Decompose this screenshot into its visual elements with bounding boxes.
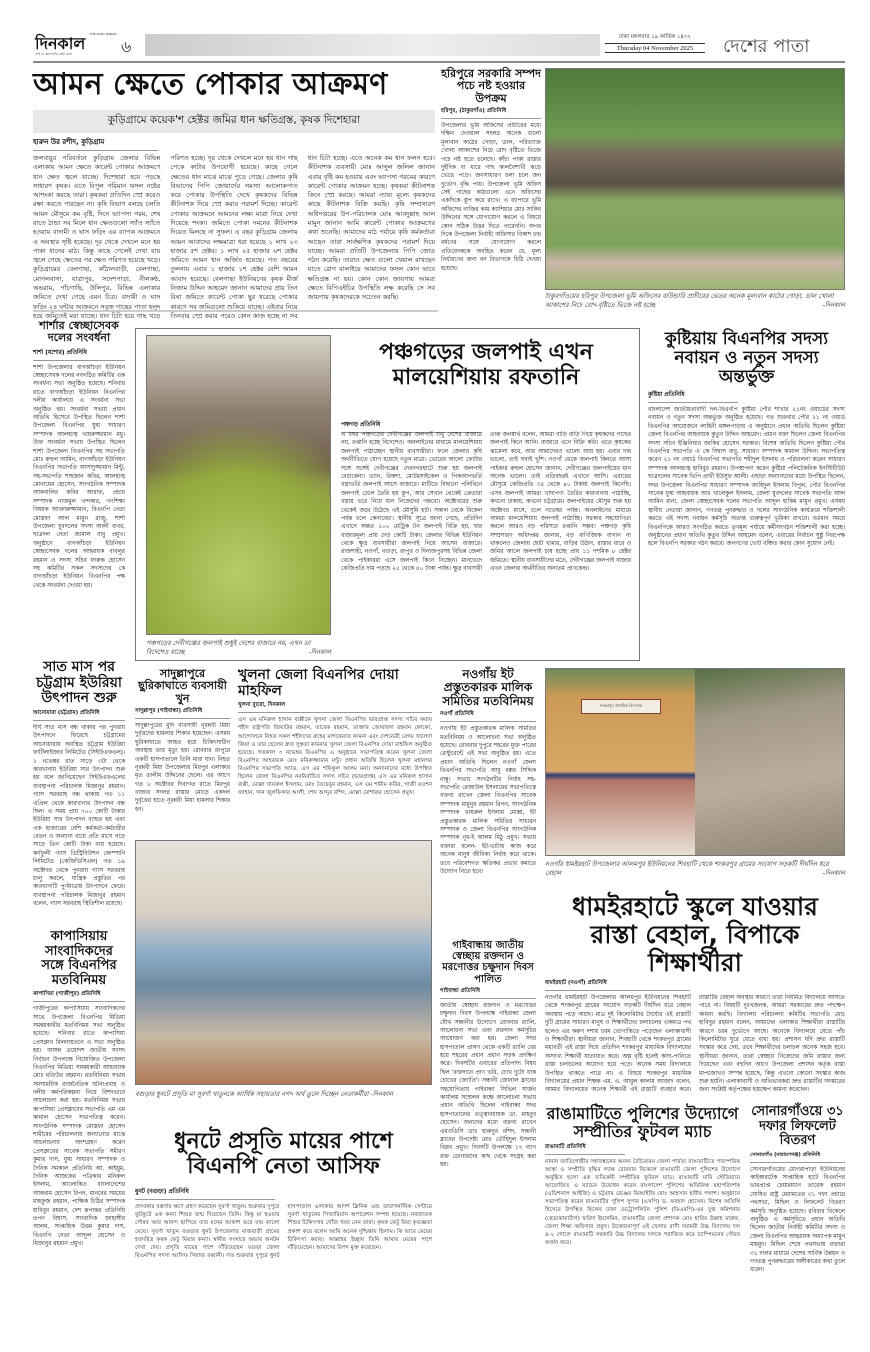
header-bar bbox=[145, 34, 600, 56]
khulna-body: এস এম মনিরুল হাসান বাপ্পীকে খুলনা জেলা বিএনপির ভারপ্রাপ্ত সদস্য সচিব করায় শহীদ রাষ্ট্রপতি জিয়াউর রহমান, তারেক রহমান, ডাক্তার জোবায়দা রহমান কোকো, আন্দোলনে নিহত সকল শহীদদের রুহের মাগফেরাত কামনা এবং দেশনেত্রী বেগম খালেদা জিয়া ও তার ছেলের দ্রুত সুস্থতা কামনায় খুলনা জেলা বিএনপির দোয়া মাহফিল অনুষ্ঠিত হয়েছে। গতকাল ৩ নভেম্বর বিএনপির এ অনুষ্ঠানে সভাপতিত্ব করেন খুলনা জেলা বিএনপির আহবায়ক মোঃ মনিরুজ্জামান মন্টু। প্রধান অতিথি ছিলেন খুলনা মহানগর বিএনপির সভাপতি অ্যাড. এস এম শফিকুল আলম মনা। অন্যান্যদের মধ্যে উপস্থিত ছিলেন জেলা বিএনপির নবনির্বাচিত সদস্য সচিব (ভারপ্রাপ্ত) এস এম মনিরুল হাসান বাপ্পী, মোল্লা খায়রুল ইসলাম, মোঃ তৈয়েবুর রহমান, এস এম শামীম কবির, গাজী রওশন জাহান, খান জুলফিকার আলী, শেখ আব্দুর রশিদ, মোল্লা মোশারফ হোসেন প্রমুখ। bbox=[238, 717, 432, 797]
jalpai-body: এ বছর পঞ্চগড়ের দেবীগঞ্জের জলপাই শুধু দেশের বাজারে নয়, রপ্তানি হচ্ছে বিদেশেও। অনলাইনের মাধ্যমে মালয়েশিয়ায় জলপাই পাঠাচ্ছেন স্থানীয় ব্যবসায়ীরা। ফলে জেলার কৃষি অর্থনীতিতে যোগ হয়েছে নতুন মাত্রা। ভোরের আলো ফোটার সঙ্গে সঙ্গেই দেবীগঞ্জের দেবনগরহাটে শুরু হয় জলপাই বেচাকেনা। ভ্যান, রিকশা, মোটরসাইকেল ও পিকআপভর্তি বস্তাভর্তি জলপাই আসে বাজারে। মাটিতে বিছানো পলিথিনে জলপাই ঢেলে তৈরি হয় স্তূপ, আর সেখান থেকেই ক্রেতারা বস্তায় ভরে নিয়ে যান নিজেদের গন্তব্যে। অক্টোবরের শুরু থেকেই জমে উঠেছে এই মৌসুমি হাট। সকাল থেকে বিকেল পর্যন্ত চলে কেনাবেচা। স্থানীয় সূত্রে জানা গেছে, প্রতিদিন এখানে অন্তত ১০০ মেট্রিক টন জলপাই বিক্রি হয়, যার বাজারমূল্য প্রায় দেড় কোটি টাকা। জেলার বিভিন্ন ইউনিয়ন থেকে ক্ষুদ্র ব্যবসায়ীরা জলপাই নিয়ে আসেন বাজারে। রাজশাহী, নওগাঁ, বগুড়া, রংপুর ও দিনাজপুরসহ বিভিন্ন জেলা থেকে পাইকাররা এসে জলপাই কিনে নিচ্ছেন। মানভেদে কেজিপ্রতি দাম পড়ছে ২৫ থেকে ৪০ টাকা পর্যন্ত। ক্ষুদ্র ব্যবসায়ী তারু জনস্বার্থ বলেন, আমরা বাড়ি বাড়ি গিয়ে কৃষকদের গাছের জলপাই কিনে আনি। বাজারে এনে বিক্রি করি। এতে কৃষকের ঝামেলা কমে, আর আমাদেরও ভালো আয় হয়। এবার দাম ভালো, তাই সবাই খুশি। নওগাঁ থেকে জলপাই কিনতে আসা পাইকার রুহুল হোসেন জানান, দেবীগঞ্জের জলপাইয়ের মান অনেক ভালো। তাই প্রতিবছরই এখানে আসি। এবারের মৌসুমে কেজিপ্রতি ৩৫ থেকে ৪০ টাকায় জলপাই কিনেছি। এসব জলপাই আমরা খাদ্যপণ্য তৈরির কারখানায় পাঠাচ্ছি, কখনো ঢাকায়, কখনো চট্টগ্রামে। জলপাইয়ের মৌসুম শুরু হয় অক্টোবর মাসে, চলে নভেম্বর পর্যন্ত। অনলাইনের মাধ্যমে আমরা মালয়েশিয়ায় জলপাই পাঠাচ্ছি। সরকার সহযোগিতা করলে আরও বড় পরিসরে রপ্তানি সম্ভব। পঞ্চগড় কৃষি সম্প্রসারণ অধিদপ্তর জানায়, বড় বাণিজ্যিক বাগান না থাকলেও জেলায় ছোট খামার, বাড়ির উঠান, রাস্তার ধারে ও জমির আলে জলপাই চাষ হচ্ছে প্রায় ১১ দশমিক ৮ হেক্টর জমিতে। স্থানীয় ব্যবসায়ীদের মতে, দেবীগঞ্জের জলপাই বাজার এখন জেলার অর্থনীতির অন্যতম প্রাণকেন্দ্র। bbox=[341, 432, 631, 573]
kapasia-byline: কাপাসিয়া (গাজীপুর) প্রতিনিধি bbox=[33, 991, 125, 1002]
logo-text: দিনকাল bbox=[35, 34, 86, 53]
sonargaon-headline: সোনারগাঁওয়ে ৩১ দফার লিফলেট বিতরণ bbox=[751, 1104, 844, 1149]
dhamoir-headline: ধামইরহাটে স্কুলে যাওয়ার রাস্তা বেহাল, বিপাকে শিক্ষার্থীরা bbox=[572, 892, 818, 977]
sonargaon-byline: সোনারগাঁও (নারায়ণগঞ্জ) প্রতিনিধি bbox=[750, 1152, 845, 1163]
lead-headline: আমন ক্ষেতে পোকার আক্রমণ bbox=[33, 67, 388, 102]
dhunat-article bbox=[135, 1130, 432, 1325]
naogaon-headline: নওগাঁয় ইট প্রস্তুতকারক মালিক সমিতির মতবিনিময় bbox=[442, 667, 534, 708]
sharsha-body: শার্শা উপজেলার বাগআঁচড়া ইউনিয়ন স্বেচ্ছাসেবক দলের নবগঠিত কমিটির এক সংবর্ধনা সভা অনুষ্ঠিত হয়েছে। শনিবার রাতে বাগআঁচড়া ইউনিয়ন বিএনপির দলীয় কার্যালয়ে এ সংবর্ধনা সভা অনুষ্ঠিত হয়। সংবর্ধনা সভায় প্রধান অতিথি হিসেবে উপস্থিত ছিলেন শার্শা উপজেলা বিএনপির যুগ্ম সাধারণ সম্পাদক আলহাজ্ব খায়রুজ্জামান মধু। উক্ত সংবর্ধনা সভায় উপস্থিত ছিলেন শার্শা উপজেলা বিএনপির সহ সভাপতি মোঃ রুহুল আমিন, বাগআঁচড়া ইউনিয়ন বিএনপির সভাপতি আসাদুজ্জামান মিন্টু, সহ-সভাপতি শাহজান কবির, আলহাজ্ব মোনায়েম হোসেন, সাংগঠনিক সম্পাদক আকবালির কবির আরাফ, প্রচার সম্পাদক নাজমুল খন্দকার, গণশিক্ষা বিষয়ক আক্তারুজ্জামান, বিএনপি নেতা মোস্তফা আল মামুন রাজু, শার্শা উপজেলা যুবদলের সদস্য আলী বাবর, ছাত্রদল নেতা জামাল বাবু প্রমুখ। অনুষ্ঠানে বাগআঁচড়া ইউনিয়ন স্বেচ্ছাসেবক দলের আহ্বায়ক বাবলুর রহমান ও সদস্য সচিব ফারুক হোসেন সহ কমিটির সকল সদস্যদের কে বাগআঁচড়া ইউনিয়ন বিএনপির পক্ষ থেকে সংবর্ধনা দেওয়া হয়। bbox=[33, 364, 125, 589]
kushtia-article bbox=[648, 330, 845, 665]
caption-text: নওগাঁর ধামইরহাট উপজেলার আলমপুর ইউনিয়নের শিবহাটি থেকে শংকরপুর গ্রামের সংযোগ সড়কটি দীর্ঘদিন ধরে বেহাল bbox=[545, 860, 829, 877]
lead-byline: হারুন উর রশীদ, কুড়িগ্রাম bbox=[33, 136, 158, 151]
caption-text: বগুড়ার ধুনটে প্রসূতি মা সুবর্ণা খাতুনকে আর্থিক সহায়তার নগদ অর্থ তুলে দিচ্ছেন নেতাকর্মীরা bbox=[135, 1090, 369, 1098]
date-bengali: ঢাকা মঙ্গলবার ১৯ কার্তিক ১৪৩২ bbox=[605, 34, 705, 44]
naogaon-byline: নওগাঁ প্রতিনিধি bbox=[440, 711, 536, 722]
dhamoir-photo-caption bbox=[545, 860, 845, 877]
haripur-byline: হরিপুর, (ঠাকুরগাঁও) প্রতিনিধি bbox=[441, 108, 541, 119]
jalpai-article-box bbox=[135, 328, 640, 661]
gaibandha-article bbox=[440, 940, 536, 1325]
naogaon-body: নওগাঁয় ইট প্রস্তুতকারক মালিক সমিতির মতবিনিময় ও আলোচনা সভা অনুষ্ঠিত হয়েছে। রোববার দুপুরে শহরের মুক্ত পারের রেস্টুরেন্টে এই সভা অনুষ্ঠিত হয়। এতে প্রধান অতিথি ছিলেন নওগাঁ জেলা বিএনপির সভাপতি আবু বক্কর সিদ্দিক নান্নু। সভায় সংগঠনটির নির্বাহ সহ-সভাপতি রেজাউল ইসলামের সভাপতিত্বে বক্তব্য রাখেন জেলা বিএনপির সাবেক সম্পাদক মামুনুর রহমান রিপন, সাংগঠনিক সম্পাদক খায়রুল ইসলাম মোল্লা, ইট প্রস্তুতকারক মালিক সমিতির সাধারন সম্পাদক ও জেলা বিএনপির সাংগঠনিক সম্পাদক নূর-ই আলম মিঠু প্রমুখ। সভায় বক্তারা বলেন- ইট-ভাটায় কাজ করে অনেক মানুষ জীবিকা নির্বাহ করে থাকে। তবে পরিবেশগত ক্ষতিকর প্রভাব কমাতে উদ্যোগ নিতে হবে। bbox=[440, 726, 536, 875]
jalpai-headline: পঞ্চগড়ের জলপাই এখন মালয়েশিয়ায় রফতানি bbox=[379, 340, 593, 390]
sharsha-article bbox=[33, 320, 125, 655]
date-block bbox=[605, 34, 705, 53]
dhamoir-article bbox=[545, 893, 845, 1098]
sonargaon-body: সোনারগাঁওয়ের মোগরাপাড়া ইউনিয়নের কাইকারটেক সাপ্তাহিক হাটে বিএনপির ভারপ্রাপ্ত চেয়ারম্যান তারেক রহমান ঘোষিত রাষ্ট্র মেরামতের ৩১ দফা প্রচারে পথসভা, মিছিল ও লিফলেট বিতরণ কর্মসূচি অনুষ্ঠিত হয়েছে। রবিবার বিকেলে অনুষ্ঠিত এ কর্মসূচিতে প্রধান অতিথি ছিলেন জাতীয় নির্বাহী কমিটির সদস্য ও জেলা বিএনপির আহ্বায়ক অধ্যাপক মামুন মাহমুদ। মিছিল শেষে পথসভায় বক্তারা ৩১ দফার মাধ্যমে দেশের সার্বিক উন্নয়ন ও গণতন্ত্র পুনরুদ্ধারের অঙ্গীকারের কথা তুলে ধরেন। bbox=[750, 1166, 845, 1274]
photo-credit: -দিনকাল bbox=[822, 300, 845, 309]
caption-text: ঠাকুরগাঁওয়ের হরিপুর উপজেলা ভূমি অফিসের বাউন্ডারি প্রাচীরের ভেতর অনেক মূল্যবান কাঠের গোড়া, ডাল খোলা আকাশের নিচে রোদ-বৃষ্টিতে ভিজে নষ্ট হচ্ছে bbox=[545, 292, 834, 309]
jalpai-byline: পঞ্চগড় প্রতিনিধি bbox=[341, 420, 481, 433]
haripur-headline: হরিপুরে সরকারি সম্পদ পচে নষ্ট হওয়ার উপক্রম bbox=[441, 67, 541, 105]
chattogram-byline: আনোয়ারা (চট্টগ্রাম) প্রতিনিধি bbox=[33, 710, 125, 721]
sharsha-headline: শার্শার স্বেচ্ছাসেবক দলের সংবর্ধনা bbox=[39, 319, 119, 345]
sharsha-byline: শার্শা (যশোর) প্রতিনিধি bbox=[33, 348, 125, 361]
photo-credit: -দিনকাল bbox=[370, 1090, 393, 1098]
dhunat-photo-hospital bbox=[135, 840, 432, 1085]
naogaon-article bbox=[440, 668, 536, 938]
kushtia-body: বাংলাদেশ জাতীয়তাবাদী দল-বিএনপি কুষ্টিয়া পৌর শাখার ২১নং ওয়ার্ডের সদস্য নবায়ন ও নতুন সদস্য অন্তর্ভুক্ত অনুষ্ঠিত হয়েছে। গত শুক্রবার পৌর ২১ নং ওয়ার্ড বিএনপির আয়োজনে লাহিনী মঙ্গলপাড়ায় এ অনুষ্ঠানে প্রধান অতিথি ছিলেন কুষ্টিয়া জেলা বিএনপির আহবায়ক কুতুব উদ্দিন আহমেদ। প্রধান বক্তা ছিলেন জেলা বিএনপির সদস্য সচিব ইঞ্জিনিয়ার জাকির হোসেন সরকার। বিশেষ অতিথি ছিলেন কুষ্টিয়া পৌর বিএনপির সভাপতি এ কে বিশ্বাস বাবু, সাধারণ সম্পাদক কামাল উদ্দিন। সভাপতিত্ব করেন ২১ নং ওয়ার্ড বিএনপির সভাপতি শহীদুল ইসলাম ও পরিচালনা করেন সাধারণ সম্পাদক আলহাজ্ব হাবিবুর রহমান। উপস্থাপনা করেন কুষ্টিয়া পলিটেকনিক ইনস্টিটিউট ছাত্রদলের সাবেক ভিপি প্রার্থী ইউসুফ আলী। এছাড়া অন্যান্যদের মধ্যে উপস্থিত ছিলেন, সদর উপজেলা বিএনপির সাধারণ সম্পাদক জাহিদুল ইসলাম বিপুল, পৌর বিএনপির সাবেক যুগ্ম আহবায়ক আঃ খালেকুল ইসলাম, জেলা যুবদলের সাবেক সভাপতি আল আমিন রানা, জেলা স্বেচ্ছাসেবক দলের সভাপতি আব্দুল হাকিম মামুন প্রমুখ। এসময় স্থানীয় নেতারা জানান, গণতন্ত্র পুনরুদ্ধার ও দলের সাংগঠনিক কার্যক্রমে শক্তিশালী করতে এই সদস্য নবায়ন কর্মসূচি অত্যন্ত গুরুত্বপূর্ণ ভূমিকা রাখবে। বর্তমান সময়ে বিএনপিকে আরও সংগঠিত করতে তৃণমূল পর্যায়ে কর্মীসংগঠন শক্তিশালী করা হচ্ছে। অনুষ্ঠানের প্রধান অতিথি কুতুব উদ্দিন আহমেদ বলেন, এবারের নির্বাচন সুষ্ঠু নিরপেক্ষ হলে বিএনপি সরকার গঠন করবে। জনগণের ভোট বঞ্চিত করার কোন সুযোগ নেই। bbox=[648, 407, 845, 548]
dhunat-photo-caption bbox=[135, 1090, 432, 1099]
sadullapur-byline: সাদুল্লাপুর (গাইবান্ধা) প্রতিনিধি bbox=[135, 708, 230, 719]
dhunat-byline: ধুনট (বগুড়া) প্রতিনিধি bbox=[135, 1187, 275, 1200]
photo-credit: -দিনকাল bbox=[822, 868, 845, 877]
dhamoir-photo-school-road bbox=[545, 668, 845, 856]
divider bbox=[33, 310, 438, 312]
dhamoir-byline: ধামইরহাট (নওগাঁ) প্রতিনিধি bbox=[545, 980, 690, 991]
haripur-photo-caption bbox=[545, 292, 845, 309]
jalpai-photo-olives bbox=[146, 335, 331, 635]
lead-body: জলবায়ুর পরিবর্তনে কুড়িগ্রাম জেলার বিভিন্ন এলাকায় আমন ক্ষেতে কারেন্ট পোকার আক্রমণে ধান ক্ষেত জ্বলে যাচ্ছে। দিশেহারা হয়ে পড়ছে সাধারণ কৃষক। এতে বিপুল পরিমান ফসল নষ্টের আশংকা করছে তারা। কৃষকরা প্রতিদিন স্প্রে করেও রক্ষা করতে পারছেন না। কৃষি বিভাগ বলছে চলতি আমন মৌসুমে কম বৃষ্টি, দিনে ভ্যাপসা গরম, শেষ রাতে ঠান্ডা সব মিলে ধান ক্ষেতগুলো স্যাঁত স্যাঁতে হওয়ায় বাদামী ও ঘাস ফড়িং এর ব্যাপক আক্রমনে এ অবস্থার সৃষ্টি হয়েছে। দূর থেকে দেখলে মনে হয় পাকা ধানের মাঠ। কিন্তু কাছে গেলেই দেখা যায় জ্বলে গেছে ক্ষেতের পর ক্ষেত পরিণত হয়েছে খড়ে। কুড়িগ্রামের বেলগাছা, কাঁঠালবাড়ী, বেলগাছা, মোগলবাসা, যাত্রাপুর, সদেশপাড়া, নীলকন্ঠ, অভরাম, পাঁচগাছি, উলিপুর, বিভিন্ন এলাকার জমিতে দেখা গেছে এমন চিত্র। বাদামী ও ঘাস ফড়িং ২৪ ঘন্টার আক্রমনে সবুজ গাছের পাতা হলুদ হয়ে জমিতেই মরা যাচ্ছে। ধান চিটা হয়ে গাছ খড়ে পরিণত হচ্ছে। দূর থেকে দেখলে মনে হয় ধান গাছ পেকে কাটার উপযোগী হয়েছে। কাছে গেলে ক্ষেতের ধান মাঝে মাঝে পুড়ে গেছে। জেলার কৃষি বিভাগের পিপি জোয়ার্দের সমস্যা আলোকপাত করে পোকার উপস্থিতি দেখে কৃষকদের বিভিন্ন কীটনাশক দিয়ে স্প্রে করার পরামর্শ দিচ্ছে। কারেন্ট পোকার আক্রমনে আমনের লক্ষ্য মাত্রা নিয়ে দেখা দিয়েছে শংকা। জমিতে পোকা দমনের কীটনাশক দিয়েও মিলছে না সুফল। এ বছর কুড়িগ্রাম জেলায় আমন আবাদের লক্ষমাত্রা ধরা হয়েছে ১ লাখ ২৩ হাজার ৫শ হেক্টর। ১ লাখ ২৫ হাজার ৬শ হেক্টর জমিতে আমন ধান অর্জিত হয়েছে। গত বছরের তুলনায় এবার ১ হাজার ১শ হেক্টর বেশি আমন আবাদ হয়েছে। বেলগাছা ইউনিয়নের কৃষক মীর্জ নিজাম উদ্দিন আহমেদ জানান আমাদের প্রায় তিন বিঘা জমিতে কারেন্ট পোকা ছুর ধরেছে পোকার কারণে সব জমিগুলো শুকিয়ে যাচ্ছে। এইবার নিয়ে তিনবার স্প্রে করার পরেও কোন কাজ হচ্ছে না সব ধান চিটা হচ্ছে। এতে অনেক কম ধান ফলন হবে। কীটনাশক ব্যবসায়ী মোঃ আব্দুল জলিল জানান এবার বৃষ্টি কম হওয়ায় এবং ভ্যাপসা গরমের কারণে কারেন্ট পোকার আক্রমন হচ্ছে। কৃষকরা কীটনাশক কিনে স্প্রে করছে। আমরা ন্যায্য মূল্যে কৃষকদের কাছে কীটনাশক বিক্রি করছি। কৃষি সম্প্রসারণ অধিদপ্তরের উপ-পরিচালক মোঃ আবদুল্লাহ আল মামুন জানান আমি কারেন্ট পোকার আক্রমণের কথা শুনেছি। আমাদের মাঠ পর্যায়ে কৃষি কর্মকর্তারা আছেন তারা সার্বক্ষণিক কৃষকদের পরামর্শ দিয়ে যাচ্ছে। আমরা প্রতিটি উপজেলায় পিপি জোড গঠন করেছি। তারাও ক্ষেত গুলো খেয়াল রাখছেন যাতে রোগ বালাইয়ে আমাদের ফসল কোন ভাবে ক্ষতিগ্রস্ত না হয়। কোন কোন জায়গায় আমরা ক্ষেতে বিপিএইচির উপস্থিতি লক্ষ করেছি সে সব জায়গায় কৃষকদেরকে সচেতন করছি। bbox=[33, 154, 435, 320]
dhunat-body: প্রসবকার যন্ত্রণার ক্ষণে গ্রহণ করেছেন সুবর্ণা খাতুন। শুক্রবার দুপুরে ফুটফুটে এক কন্যা শিশুর জন্ম দিয়েছেন তিনি। কিন্তু মা হওয়ার গৌরব আর আনন্দ ছাপিয়ে তার মনের আকাশ ভরে যায় কালো মেঘে। সুবর্ণা খাতুন বগুড়ার ধুনট উপজেলার মাজবাড়ী গ্রামের হতদরিদ্র কৃষক ফেটু মিয়ার কন্যা। স্বামীর সংসারে অভাব অনটন দেখা দেয়। প্রসূতি মায়ের পাশে দাঁড়িয়েছেন বগুড়া জেলা বিএনপির সদস্য আসিফ সিরাজ রব্বানী। গত শুক্রবার দুপুরে ধুনট হাসপাতাল এলাকার আদর্শ ক্লিনিক এন্ড ডায়াগনস্টিক সেন্টারে সুবর্ণা খাতুনের সিজারিয়ান অপারেশন সম্পন্ন হয়েছে। নবজাতক শিশুর চিকিৎসার খোঁজ খবর নেন তারা। কৃষক ফেটু মিয়া কৃতজ্ঞতা প্রকাশ করে বলেন আমি অনেক দুশ্চিন্তায় ছিলাম। কি ভাবে মেয়ের চিকিৎসা করাব। আল্লাহর ইচ্ছায় তিনি আমার মেয়ের পাশে দাঁড়িয়েছেন। আমাদের বিপদ মুক্ত করেছেন। bbox=[135, 1204, 432, 1259]
dhamoir-body: নওগাঁর ধামইরহাট উপজেলার আলমপুর ইউনিয়নের শিবহাটি থেকে শংকরপুর গ্রামের সংযোগ সড়কটি দীর্ঘদিন ধরে বেহাল অবস্থায় পড়ে আছে। মাত্র দুই কিলোমিটার দৈর্ঘ্যের এই রাস্তাটি দুটি গ্রামের সাধারণ মানুষ ও শিক্ষার্থীদের চলাচলের একমাত্র পথ হলেও এর করুণ দশায় চরম ভোগান্তিতে পড়েছেন এলাকাবাসী ও শিক্ষার্থীরা। স্থানীয়রা জানান, শিবহাটি থেকে শংকরপুর গ্রামের মধ্যবর্তী এই রাস্তা দিয়ে প্রতিদিন শংকরপুর মাধ্যমিক বিদ্যালয়ের অসংখ্য শিক্ষার্থী যাতায়াত করে। অল্প বৃষ্টি হলেই কাদা-পানিতে রাস্তা চলাচলের অযোগ্য হয়ে পড়ে। অনেক সময় বিদ্যালয়ে উপস্থিত থাকতে পারে না। এ বিষয়ে শংকরপুর মাধ্যমিক বিদ্যালয়ের প্রধান শিক্ষক এম. এ. আবুল কালাম আজাদ বলেন, আমার বিদ্যালয়ের অনেক শিক্ষার্থী এই রাস্তাটি ব্যবহার করে। রাস্তাটির বেহাল অবস্থার কারণে তারা নিয়মিত বিদ্যালয়ে আসতে পারে না। বিষয়টি দুঃখজনক, আমরা সরকারের দ্রুত পদক্ষেপ কামনা করছি। বিদ্যালয় পরিচালনা কমিটির সভাপতি মোঃ হাবিবুর রহমান বলেন, আমাদের এলাকার শিক্ষার্থীরা রাস্তাটির কারণে চরম দুর্ভোগে আছে। অনেকে বিদ্যালয়ে যেতে পাঁচ কিলোমিটার ঘুরে যেতে বাধ্য হয়। প্রশাসন যদি দ্রুত রাস্তাটি সংস্কার করে দেয়, তবে শিক্ষার্থীদের চলাচল অনেক সহজ হবে। স্থানীয়রা জানান, তারা স্বেচ্ছায় নিজেদের জমি রাস্তার জন্য দিয়েছেন এবং বহুদিন আগে উপজেলা প্রশাসন কর্তৃক রাস্তা মাপজোখও সম্পন্ন হয়েছে, কিন্তু এখনো কোনো সংস্কার কাজ শুরু হয়নি। এলাকাবাসী ও অভিভাবকরা দ্রুত রাস্তাটির সংস্কারের জন্য সংশ্লিষ্ট কর্তৃপক্ষের হস্তক্ষেপ কামনা করেছেন। bbox=[545, 995, 845, 1094]
masthead bbox=[33, 30, 845, 62]
rangamati-headline: রাঙামাটিতে পুলিশের উদ্যোগে সম্প্রীতির ফুটবল ম্যাচ bbox=[546, 1104, 739, 1141]
sadullapur-body: সাদুল্লাপুরের মুদি ব্যবসায়ী নূরন্নবী মিয়া দুর্বৃত্তদের হামলার শিকার হয়েছেন। এসময় ছুরিকাঘাতে আহত হয়ে চিকিৎসাধীন অবস্থায় তার মৃত্যু হয়। রোববার রংপুরে একটি হাসপাতালে তিনি মারা যান। নিহত নূরন্নবী মিয়া উপজেলার মিরপুর এলাকার মৃত তালীম উদ্দিনের ছেলে। এর আগে গত ৮ অক্টোবর দিবাগত রাতে মিরপুর বাজার সংলগ্ন রাস্তার মোড়ে একদল দুর্বৃত্তের হাতে নূরন্নবী মিয়া হামলার শিকার হন। bbox=[135, 722, 230, 813]
school-gate-photo bbox=[546, 669, 695, 855]
sadullapur-headline: সাদুল্লাপুরে ছুরিকাঘাতে ব্যবসায়ী খুন bbox=[138, 667, 227, 705]
gaibandha-body: জাতীয় স্বেচ্ছায় রক্তদান ও মরণোত্তর চক্ষুদান দিবস উপলক্ষে গাইবান্ধা জেলা যৌথ সন্ধানীর উদ্যোগে রোববার র‍্যালি, আলোচনা সভা এবং রক্তদান কর্মসূচির আয়োজন করা হয়। জেলা সদর হাসপাতাল প্রাঙ্গণ থেকে একটি র‍্যালি বের হয়ে শহরের প্রধান প্রধান সড়ক প্রদক্ষিণ করে। দিবসটির এবারের প্রতিপাদ্য বিষয় ছিল 'রক্তদানে প্রাণ ভরি, চোখ দুটো যাক চোখের জ্যোতি'। সন্ধানী জোনাল ক্লাবের সহযোগিতায় গাইবান্ধা সিভিল সার্জন কার্যালয় সম্মেলন কক্ষে আলোচনা সভায় প্রধান অতিথি ছিলেন গাইবান্ধা সদর হাসপাতালের তত্ত্বাবধায়ক ডা. মাহবুব হোসেন। অন্যদের মধ্যে বক্তব্য রাখেন এমওডিসি ডাঃ হারুনুর রশিদ, সন্ধানী ক্লাবের উপদেষ্টা মোঃ তৌহিদুল ইসলাম বিপ্লব প্রমুখ। দিবসটি উপলক্ষে ১৭ ব্যাগ রক্ত ডোনারদের কাছ থেকে সংগ্রহ করা হয়। bbox=[440, 1002, 536, 1169]
jalpai-photo-caption bbox=[146, 639, 331, 656]
sonargaon-article bbox=[750, 1105, 845, 1320]
muddy-road-photo bbox=[695, 669, 844, 855]
rangamati-body: নানান জাতিগোষ্ঠীর সহাবস্থানের অনন্য বৈচিত্র্যময় জেলা পার্বত্য রাঙামাটিতে পারস্পরিক আস্থা ও সম্প্রীতি বৃদ্ধির লক্ষে রোববার বিকেলে রাঙামাটি জেলা পুলিশের উদ্যোগে অনুষ্ঠিত হলো এক ব্যতিক্রমী সম্প্রীতির ফুটবল ম্যাচ। রাঙামাটি মারি স্টেডিয়ামে আয়োজিত এ ম্যাচের উদ্বোধন করেন বাংলাদেশ পুলিশের অতিরিক্ত মহাপরিদর্শক (এডিশনাল আইজি) ও চট্টগ্রাম রেঞ্জের ডিআইজি মোঃ আহসান হাবীব পলাশ। অনুষ্ঠানে সভাপতিত্ব করেন রাঙামাটির পুলিশ সুপার (এসপি) ড. ফরহাদ হোসেন। বিশেষ অতিথি হিসেবে উপস্থিত ছিলেন ঢাকা মেট্রোপলিটন পুলিশ (ডিএমপি)-এর যুগ্ম কমিশনার (হেডকোয়ার্টার্স) ফরিদা ইয়াসমিন, রাঙামাটির জেলা প্রশাসক মোঃ হাবিব উল্লাহ মারুফ, জেলা শিক্ষা অফিসার প্রমুখ। উত্তেজনাপূর্ণ এই খেলায় রাণী দয়াময়ী উচ্চ বিদ্যালয় দল ৪-২ গোলে রাঙামাটি সরকারি উচ্চ বিদ্যালয় দলকে পরাজিত করে চ্যাম্পিয়নের গৌরব অর্জন করে। bbox=[545, 1158, 740, 1246]
chattogram-body: দীর্ঘ সাত মাস বন্ধ থাকার পর পুনরায় উৎপাদনে ফিরেছে চট্টগ্রামের আনোয়ারায় অবস্থিত চট্টগ্রাম ইউরিয়া ফার্টিলাইজার লিমিটেড (সিইউএফএল)। ১ নভেম্বর রাত সাড়ে ৩টা থেকে কারখানায় ইউরিয়া সার উৎপাদন শুরু হয় বলে জানিয়েছেন সিইউএফএলের ব্যবস্থাপনা পরিচালক মিজানুর রহমান। গ্যাস সরবরাহ বন্ধ থাকায় গত ১১ এপ্রিল থেকে কারখানার উৎপাদন বন্ধ ছিল। এ সময় প্রায় ৭০০ কোটি টাকার ইউরিয়া সার উৎপাদন ব্যাহত হয় এবং এক হাজারের বেশি কর্মকর্তা-কর্মচারীর বেতন ও অন্যান্য ব্যয়ে প্রতি মাসে গড়ে সাড়ে তিন কোটি টাকা ব্যয় হয়েছে। কর্ণফুলী গ্যাস ডিস্ট্রিবিউশন কোম্পানি লিমিটেড (কেজিডিসিএল) গত ১৯ অক্টোবর থেকে পুনরায় গ্যাস সরবরাহ চালু করলে, যান্ত্রিক প্রস্তুতির পর কারখানাটি পুর্ণমাত্রায় উৎপাদনে ফেরে। ব্যবস্থাপনা পরিচালক মিজানুর রহমান বলেন, গ্যাস সরবরাহ স্থিতিশীল রয়েছে। bbox=[33, 725, 125, 908]
haripur-article bbox=[441, 68, 541, 308]
school-sign: শংকরপুর প্রাথমিক বিদ্যালয় bbox=[581, 699, 661, 714]
kapasia-headline: কাপাসিয়ায় সাংবাদিকদের সঙ্গে বিএনপির মতবিনিময় bbox=[41, 929, 117, 988]
kapasia-article bbox=[33, 930, 125, 1310]
khulna-headline: খুলনা জেলা বিএনপির দোয়া মাহফিল bbox=[238, 667, 399, 699]
caption-text: পঞ্চগড়ের দেবীগঞ্জের জলপাই শুধুই দেশের বাজারে নয়, এখন তা বিদেশেও যাচ্ছে bbox=[146, 639, 311, 656]
section-title: দেশের পাতা bbox=[723, 36, 810, 57]
logo bbox=[35, 32, 117, 60]
khulna-byline: খুলনা ব্যুরো, দিনকাল bbox=[238, 702, 432, 713]
dhunat-headline: ধুনটে প্রসূতি মায়ের পাশে বিএনপি নেতা আসিফ bbox=[174, 1129, 393, 1179]
kushtia-byline: কুষ্টিয়া প্রতিনিধি bbox=[648, 390, 738, 403]
photo-credit: -দিনকাল bbox=[308, 647, 331, 656]
logo-tag: THE DAILY DINKAL bbox=[89, 32, 117, 36]
masthead-rule bbox=[33, 61, 845, 63]
page-number: ৬ bbox=[121, 37, 132, 56]
haripur-body: উপজেলার ভূমি অফিসের প্রাচীরের মধ্যে দক্ষিন দেওয়াল সংলগ্ন অনেক গুলো মূল্যবান কাঠের গোড়া, ডাল, পরিত্যাক্ত খোলা আকাশের নিচে রোদ বৃষ্টিতে ভিজে পচে নষ্ট হতে চলেছে। কাঁচা পাকা রাস্তার দুইদিক বা ধারে গাছ কালবৈশাখী ঝড়ে ভেঙে পড়ে। জনসাধারণ চলা চলে জন দুর্ভোগ বৃদ্ধি পায়। উপজেলা ভূমি অফিস সেই গাছের কাঠগুলো এনে অফিসের একদিকে স্তূপ করে রাখে। এ ব্যাপারে ভূমি অফিসের নাজির কাম ক্যাশিয়ার মোঃ সাকিব উদ্দিনের সঙ্গে যোগাযোগ করলে এ বিষয়ে কোন সঠিক উত্তর দিতে পারেননি। অপর দিকে উপজেলা নির্বাহী অফিসার বিকাশ চন্দ্র বর্মণের সঙ্গে যোগাযোগ করলে প্রতিবেদককে অবহিত করেন যে, মূল্য নির্ধারণের জন্য বন বিভাগকে চিঠি দেওয়া হয়েছে। bbox=[441, 122, 541, 272]
haripur-photo-logs bbox=[545, 68, 845, 290]
kushtia-headline: কুষ্টিয়ায় বিএনপির সদস্য নবায়ন ও নতুন সদস্য অন্তর্ভুক্ত bbox=[664, 329, 829, 388]
rangamati-article bbox=[545, 1105, 740, 1320]
date-english: Thursday 04 November 2025 bbox=[605, 44, 705, 53]
lead-article bbox=[33, 67, 435, 320]
gaibandha-byline: গাইবান্ধা প্রতিনিধি bbox=[440, 988, 536, 999]
chattogram-headline: সাত মাস পর চট্টগ্রাম ইউরিয়া উৎপাদন শুরু bbox=[36, 659, 122, 707]
lead-subhead: কুড়িগ্রামে কয়েক'শ হেক্টর জমির ধান ক্ষতিগ্রস্ত, কৃষক দিশেহারা bbox=[33, 110, 435, 133]
rangamati-byline: রাঙামাটি প্রতিনিধি bbox=[545, 1144, 625, 1155]
kapasia-body: গাজীপুরের কাপাসিয়ায় সাংবাদিকদের সাথে উপজেলা বিএনপির মিডিয়া সমন্বয়কারীর মতবিনিময় সভা অনুষ্ঠিত হয়েছে। শনিবার রাতে কাপাসিয়া প্রেসক্লাব মিলনায়তনে এ সভা অনুষ্ঠিত হয়। আসন্ন ত্রয়োদশ জাতীয় সংসদ নির্বাচন উপলক্ষে নিয়োজিত উপজেলা বিএনপির মিডিয়া সমন্বয়কারী আহবায়ক মোঃ মতিউর রহমান। মতবিনিময় সভায় সমসাময়িক রাজনৈতিক ঘটনাপ্রবাহ ও দলীয় কর্মপরিকল্পনা নিয়ে বিশদভাবে আলোচনা করা হয়। মতবিনিময় সভায় কাপাসিয়া প্রেসক্লাবের সভাপতি এম এম কামাল হোসেন সভাপতিত্ব করেন। সাংগঠনিক সম্পাদক মোস্তফা হোসেন শামীমের পরিচালনায় অন্যান্যের মাঝে আলোচনায় অংশগ্রহণ করেন প্রেসক্লাবের সাবেক সভাপতি সমীরণ কুমার দাস, যুগ্ম সাধারণ সম্পাদক ও দৈনিক সমকাল প্রতিনিধি আ. কাইয়ুম, দৈনিক আজকের পত্রিকার মনিরুল ইসলাম, আলোকিত বাংলাদেশের আকরাম হোসেন রিপন, মানবের সময়ের মাহফুজ রহমান, পাক্ষিক চিঠির সম্পাদক হাবিবুর রহমান, দেশ রূপান্তর প্রতিনিধি তপন বিশ্বাস, সাংবাদিক জাহাঙ্গীর আলম, সাপ্তাহিক উত্তম কুমার দাস, বিএনপি নেতা আব্দুল হোসেন ও মিজানুর রহমান প্রমুখ। bbox=[33, 1006, 125, 1248]
logo-subtitle: দেশ ও জনগণের কথা বলে bbox=[35, 52, 73, 56]
gaibandha-headline: গাইবান্ধায় জাতীয় স্বেচ্ছায় রক্তদান ও মরণোত্তর চক্ষুদান দিবস পালিত bbox=[442, 940, 534, 985]
